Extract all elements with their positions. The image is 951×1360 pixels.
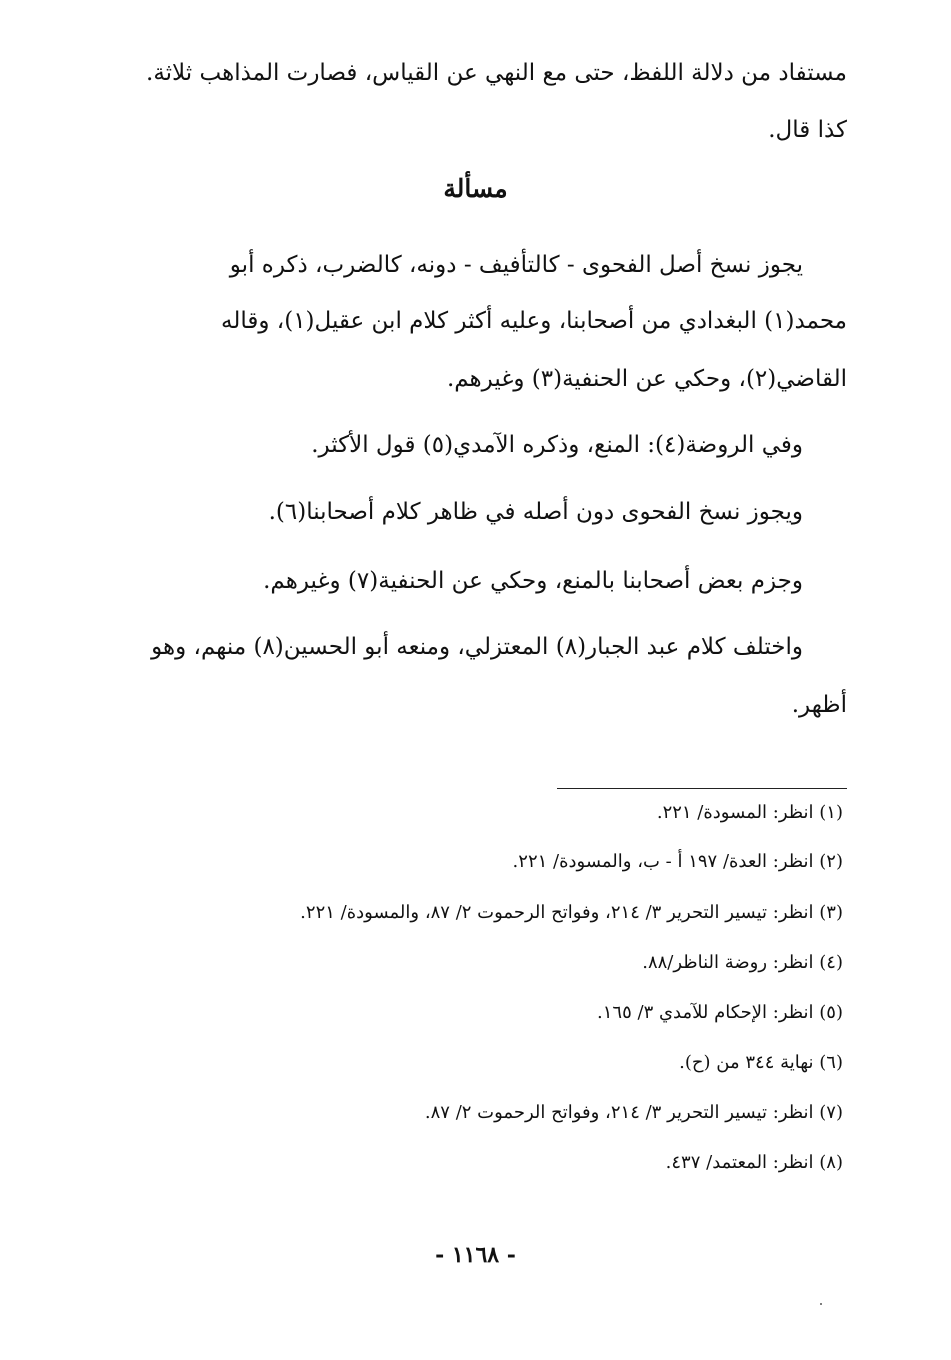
footnote-4: (٤) انظر: روضة الناظر/٨٨. [642,952,843,973]
footnote-5: (٥) انظر: الإحكام للآمدي ٣/ ١٦٥. [597,1002,843,1023]
body-line-10: أظهر. [791,692,847,718]
body-line-7: ويجوز نسخ الفحوى دون أصله في ظاهر كلام أصحابنا(٦). [268,499,803,525]
body-line-4: محمد(١) البغدادي من أصحابنا، وعليه أكثر كلام ابن عقيل(١)، وقاله [221,308,847,334]
footnote-2: (٢) انظر: العدة/ ١٩٧ أ - ب، والمسودة/ ٢٢١. [512,851,843,872]
body-line-9: واختلف كلام عبد الجبار(٨) المعتزلي، ومنعه أبو الحسين(٨) منهم، وهو [151,634,803,660]
page-number: - ١١٦٨ - [435,1242,516,1268]
scan-speck [820,1303,822,1305]
footnote-1: (١) انظر: المسودة/ ٢٢١. [656,802,843,823]
body-line-1: مستفاد من دلالة اللفظ، حتى مع النهي عن القياس، فصارت المذاهب ثلاثة. [146,60,847,86]
body-line-5: القاضي(٢)، وحكي عن الحنفية(٣) وغيرهم. [446,366,847,392]
section-title: مسألة [443,174,508,203]
footnote-7: (٧) انظر: تيسير التحرير ٣/ ٢١٤، وفواتح الرحموت ٢/ ٨٧. [424,1102,843,1123]
body-line-6: وفي الروضة(٤): المنع، وذكره الآمدي(٥) قول الأكثر. [311,432,803,458]
footnote-8: (٨) انظر: المعتمد/ ٤٣٧. [665,1152,843,1173]
body-line-8: وجزم بعض أصحابنا بالمنع، وحكي عن الحنفية(٧) وغيرهم. [263,568,803,594]
body-line-2: كذا قال. [768,117,847,143]
footnote-3: (٣) انظر: تيسير التحرير ٣/ ٢١٤، وفواتح الرحموت ٢/ ٨٧، والمسودة/ ٢٢١. [300,902,843,923]
body-line-3: يجوز نسخ أصل الفحوى - كالتأفيف - دونه، كالضرب، ذكره أبو [229,252,803,278]
footnote-separator [557,788,847,789]
footnote-6: (٦) نهاية ٣٤٤ من (ح). [679,1052,843,1073]
